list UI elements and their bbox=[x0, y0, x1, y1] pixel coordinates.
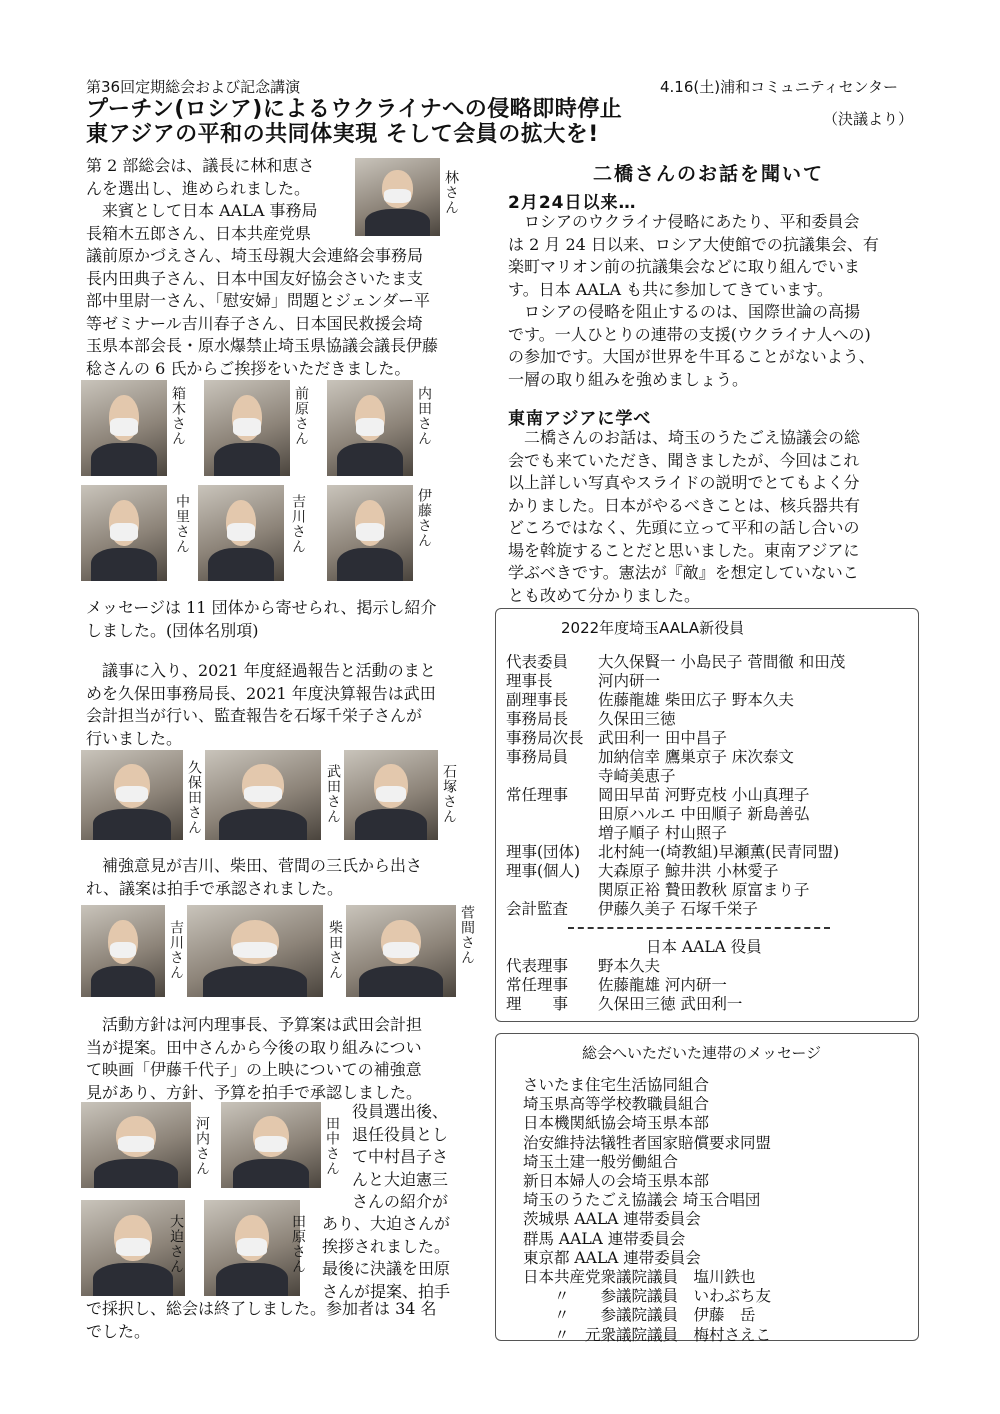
list-item: 日本共産党衆議院議員 塩川鉄也 bbox=[523, 1268, 756, 1287]
caption-ishizuka: 石塚さん bbox=[441, 764, 457, 824]
list-item: 日本機関紙協会埼玉県本部 bbox=[523, 1114, 710, 1133]
paragraph-peace-committee: ロシアのウクライナ侵略にあたり、平和委員会 は 2 月 24 日以来、ロシア大使館での抗議集会、有 楽町マリオン前の抗議集会などに取り組んでいま す。日本 AALA も共に参加してきています。 ロシアの侵略を阻止するのは、国際世論の高揚 です。一人ひとりの連帯の支援(ウクライナ人への) の参加です。大国が世界を牛耳ることがないよう、 一層の取り組みを強めましょう。 bbox=[508, 212, 879, 389]
caption-osako: 大迫さん bbox=[168, 1214, 184, 1274]
officer-row: 副理事長 佐藤龍雄 柴田広子 野本久夫 bbox=[506, 691, 794, 709]
caption-ito: 伊藤さん bbox=[416, 488, 432, 548]
caption-yoshikawa-2: 吉川さん bbox=[168, 920, 184, 980]
photo-kawachi bbox=[81, 1102, 191, 1188]
caption-kubota: 久保田さん bbox=[186, 760, 202, 835]
event-title: 第36回定期総会および記念講演 bbox=[86, 78, 301, 96]
subheading-southeast-asia: 東南アジアに学べ bbox=[508, 409, 652, 429]
caption-hayashi: 林さん bbox=[443, 170, 459, 215]
subheading-since-feb24: 2月24日以来… bbox=[508, 193, 637, 213]
photo-maehara bbox=[204, 380, 290, 476]
photo-kubota bbox=[81, 750, 183, 840]
officers-title: 2022年度埼玉AALA新役員 bbox=[561, 619, 745, 637]
caption-shibata: 柴田さん bbox=[327, 920, 343, 980]
officer-row: 関原正裕 贄田教秋 原富まり子 bbox=[598, 881, 810, 899]
paragraph-guests-b: 議前原かづえさん、埼玉母親大会連絡会事務局 長内田典子さん、日本中国友好協会さいたま支 部中里尉一さん、「慰安婦」問題とジェンダー平 等ゼミナール吉川春子さん、日本国民救援会埼 玉県本部会長・原水爆禁止埼玉県協議会議長伊藤 稔さんの 6 氏からご挨拶をいただきました。 bbox=[86, 246, 439, 378]
list-item: 埼玉土建一般労働組合 bbox=[523, 1152, 679, 1171]
photo-shibata bbox=[187, 905, 323, 997]
caption-takeda: 武田さん bbox=[325, 764, 341, 824]
paragraph-southeast-asia: 二橋さんのお話は、埼玉のうたごえ協議会の総 会でも来ていただき、聞きましたが、今回はこれ 以上詳しい写真やスライドの説明でとてもよく分 かりました。日本がやるべきことは、核兵器共有 どころではなく、先頭に立って平和の話し合いの 場を斡旋することだと思いました。東南アジアに 学ぶべきです。憲法が『敵』を想定していないこ とも改めて分かりました。 bbox=[508, 428, 861, 605]
officer-row: 理 事 久保田三徳 武田利一 bbox=[506, 995, 743, 1013]
photo-hakogi bbox=[81, 380, 167, 476]
paragraph-closing: で採択し、総会は終了しました。参加者は 34 名 でした。 bbox=[86, 1299, 437, 1341]
list-item: 〃 参議院議員 伊藤 岳 bbox=[523, 1306, 756, 1325]
officer-row: 事務局員 加納信幸 鷹巣京子 床次泰文 bbox=[506, 748, 794, 766]
list-item: 埼玉のうたごえ協議会 埼玉合唱団 bbox=[523, 1191, 761, 1210]
officer-row: 田原ハルエ 中田順子 新島善弘 bbox=[598, 805, 810, 823]
officer-row: 常任理事 岡田早苗 河野克枝 小山真理子 bbox=[506, 786, 810, 804]
officer-row: 常任理事 佐藤龍雄 河内研一 bbox=[506, 976, 727, 994]
officer-row: 事務局次長 武田利一 田中昌子 bbox=[506, 729, 727, 747]
caption-tanaka: 田中さん bbox=[324, 1116, 340, 1176]
caption-sugema: 菅間さん bbox=[459, 905, 475, 965]
list-item: 茨城県 AALA 連帯委員会 bbox=[523, 1210, 701, 1229]
caption-tahara: 田原さん bbox=[290, 1214, 306, 1274]
list-item: 埼玉県高等学校教職員組合 bbox=[523, 1095, 710, 1114]
headline-line-2: 東アジアの平和の共同体実現 そして会員の拡大を! bbox=[86, 122, 599, 147]
officer-row: 代表理事 野本久夫 bbox=[506, 957, 661, 975]
list-item: 東京都 AALA 連帯委員会 bbox=[523, 1248, 701, 1267]
caption-yoshikawa: 吉川さん bbox=[290, 494, 306, 554]
photo-yoshikawa-2 bbox=[81, 905, 165, 997]
list-item: 新日本婦人の会埼玉県本部 bbox=[523, 1172, 710, 1191]
caption-maehara: 前原さん bbox=[293, 386, 309, 446]
photo-uchida bbox=[327, 380, 413, 476]
japan-aala-title: 日本 AALA 役員 bbox=[646, 938, 762, 956]
photo-ishizuka bbox=[344, 750, 438, 840]
paragraph-proceedings: 議事に入り、2021 年度経過報告と活動のまと めを久保田事務局長、2021 年度決算報告は武田 会計担当が行い、監査報告を石塚千栄子さんが 行いました。 bbox=[86, 661, 436, 748]
photo-tanaka bbox=[221, 1102, 321, 1188]
lecture-title: 二橋さんのお話を聞いて bbox=[593, 163, 825, 185]
officer-row: 寺崎美恵子 bbox=[598, 767, 676, 785]
photo-hayashi bbox=[355, 158, 440, 236]
list-item: 〃 元衆議院議員 梅村さえこ bbox=[523, 1325, 772, 1344]
officer-row: 理事(個人) 大森原子 鯨井洪 小林愛子 bbox=[506, 862, 779, 880]
paragraph-guests-a: 来賓として日本 AALA 事務局 長箱木五郎さん、日本共産党県 bbox=[86, 201, 318, 243]
headline-line-1: プーチン(ロシア)によるウクライナへの侵略即時停止 bbox=[86, 97, 623, 122]
list-item: 〃 参議院議員 いわぶち友 bbox=[523, 1287, 772, 1306]
photo-yoshikawa bbox=[198, 485, 284, 581]
event-venue-date: 4.16(土)浦和コミュニティセンター bbox=[660, 78, 899, 96]
paragraph-elections-b: あり、大迫さんが 挨拶されました。 最後に決議を田原 さんが提案、拍手 bbox=[322, 1214, 451, 1301]
messages-box bbox=[495, 1033, 919, 1344]
officer-row: 会計監査 伊藤久美子 石塚千栄子 bbox=[506, 900, 758, 918]
paragraph-elections-a: 役員選出後、 退任役員とし て中村昌子さ んと大迫憲三 さんの紹介が bbox=[352, 1102, 449, 1211]
paragraph-messages: メッセージは 11 団体から寄せられ、掲示し紹介 しました。(団体名別項) bbox=[86, 598, 437, 640]
photo-tahara bbox=[204, 1200, 300, 1296]
officers-list bbox=[506, 653, 916, 919]
japan-officers-list bbox=[506, 957, 916, 1014]
officer-row: 理事長 河内研一 bbox=[506, 672, 661, 690]
photo-ito bbox=[327, 485, 413, 581]
list-item: 群馬 AALA 連帯委員会 bbox=[523, 1229, 686, 1248]
list-item: 治安維持法犠牲者国家賠償要求同盟 bbox=[523, 1133, 772, 1152]
photo-takeda bbox=[205, 750, 321, 840]
caption-nakazato: 中里さん bbox=[174, 494, 190, 554]
paragraph-opinions: 補強意見が吉川、柴田、菅間の三氏から出さ れ、議案は拍手で承認されました。 bbox=[86, 856, 423, 898]
officer-row: 事務局長 久保田三徳 bbox=[506, 710, 676, 728]
officers-box bbox=[495, 608, 919, 1022]
caption-hakogi: 箱木さん bbox=[170, 386, 186, 446]
paragraph-policy: 活動方針は河内理事長、予算案は武田会計担 当が提案。田中さんから今後の取り組みについ て映画「伊藤千代子」の上映についての補強意 見があり、方針、予算を拍手で承認しました。 bbox=[86, 1015, 423, 1102]
officers-divider bbox=[568, 927, 830, 929]
caption-kawachi: 河内さん bbox=[194, 1116, 210, 1176]
resolution-note: （決議より） bbox=[823, 110, 914, 128]
messages-title: 総会へいただいた連帯のメッセージ bbox=[582, 1044, 822, 1062]
paragraph-chair: 第 2 部総会は、議長に林和恵さ んを選出し、進められました。 bbox=[86, 156, 315, 198]
photo-nakazato bbox=[81, 485, 167, 581]
officer-row: 代表委員 大久保賢一 小島民子 菅間徹 和田茂 bbox=[506, 653, 846, 671]
caption-uchida: 内田さん bbox=[416, 386, 432, 446]
officer-row: 理事(団体) 北村純一(埼教組)早瀬薫(民青同盟) bbox=[506, 843, 840, 861]
photo-sugema bbox=[346, 905, 456, 997]
list-item: さいたま住宅生活協同組合 bbox=[523, 1076, 710, 1094]
messages-list bbox=[523, 1076, 913, 1345]
officer-row: 増子順子 村山照子 bbox=[598, 824, 727, 842]
